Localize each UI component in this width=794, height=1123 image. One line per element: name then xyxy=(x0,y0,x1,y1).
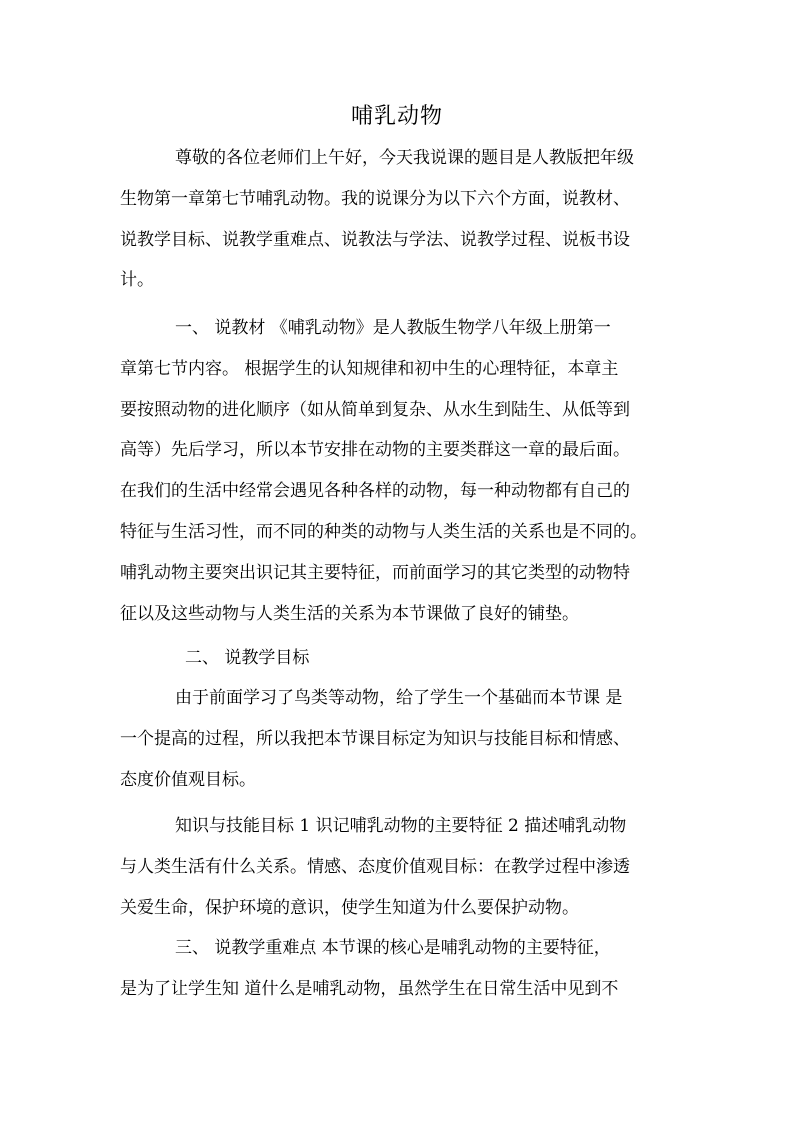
text-line: 哺乳动物主要突出识记其主要特征，而前面学习的其它类型的动物特 xyxy=(120,562,630,583)
section-1-paragraph xyxy=(120,308,690,634)
text-line: 高等）先后学习，所以本节安排在动物的主要类群这一章的最后面。 xyxy=(120,440,630,461)
text-line: 是为了让学生知 道什么是哺乳动物，虽然学生在日常生活中见到不 xyxy=(120,978,619,999)
text-line: 三、 说教学重难点 本节课的核心是哺乳动物的主要特征， xyxy=(175,938,611,958)
text-line: 章第七节内容。 根据学生的认知规律和初中生的心理特征，本章主 xyxy=(120,358,619,379)
text-line: 知识与技能目标 1 识记哺乳动物的主要特征 2 描述哺乳动物 xyxy=(175,816,627,836)
intro-paragraph xyxy=(120,138,690,301)
text-line: 要按照动物的进化顺序（如从简单到复杂、从水生到陆生、从低等到 xyxy=(120,399,630,420)
text-line: 与人类生活有什么关系。情感、态度价值观目标：在教学过程中渗透 xyxy=(120,856,630,877)
section-2-heading: 二、 说教学目标 xyxy=(185,648,310,668)
section-2-paragraph-1 xyxy=(120,678,690,800)
text-line: 态度价值观目标。 xyxy=(120,769,256,790)
section-2-paragraph-2 xyxy=(120,806,690,928)
text-line: 一个提高的过程，所以我把本节课目标定为知识与技能目标和情感、 xyxy=(120,728,630,749)
text-line: 计。 xyxy=(120,270,154,291)
text-line: 说教学目标、说教学重难点、说教法与学法、说教学过程、说板书设 xyxy=(120,229,630,250)
text-line: 尊敬的各位老师们上午好，今天我说课的题目是人教版把年级 xyxy=(175,148,634,168)
text-line: 关爱生命，保护环境的意识，使学生知道为什么要保护动物。 xyxy=(120,897,579,918)
text-line: 由于前面学习了鸟类等动物，给了学生一个基础而本节课 是 xyxy=(175,688,623,708)
text-line: 征以及这些动物与人类生活的关系为本节课做了良好的铺垫。 xyxy=(120,603,579,624)
section-3-paragraph xyxy=(120,928,690,1010)
text-line: 一、 说教材 《哺乳动物》是人教版生物学八年级上册第一 xyxy=(175,318,611,338)
text-line: 生物第一章第七节哺乳动物。我的说课分为以下六个方面，说教材、 xyxy=(120,188,630,209)
document-title: 哺乳动物 xyxy=(350,104,443,129)
text-line: 特征与生活习性，而不同的种类的动物与人类生活的关系也是不同的。 xyxy=(120,521,647,542)
text-line: 在我们的生活中经常会遇见各种各样的动物，每一种动物都有自己的 xyxy=(120,481,630,502)
